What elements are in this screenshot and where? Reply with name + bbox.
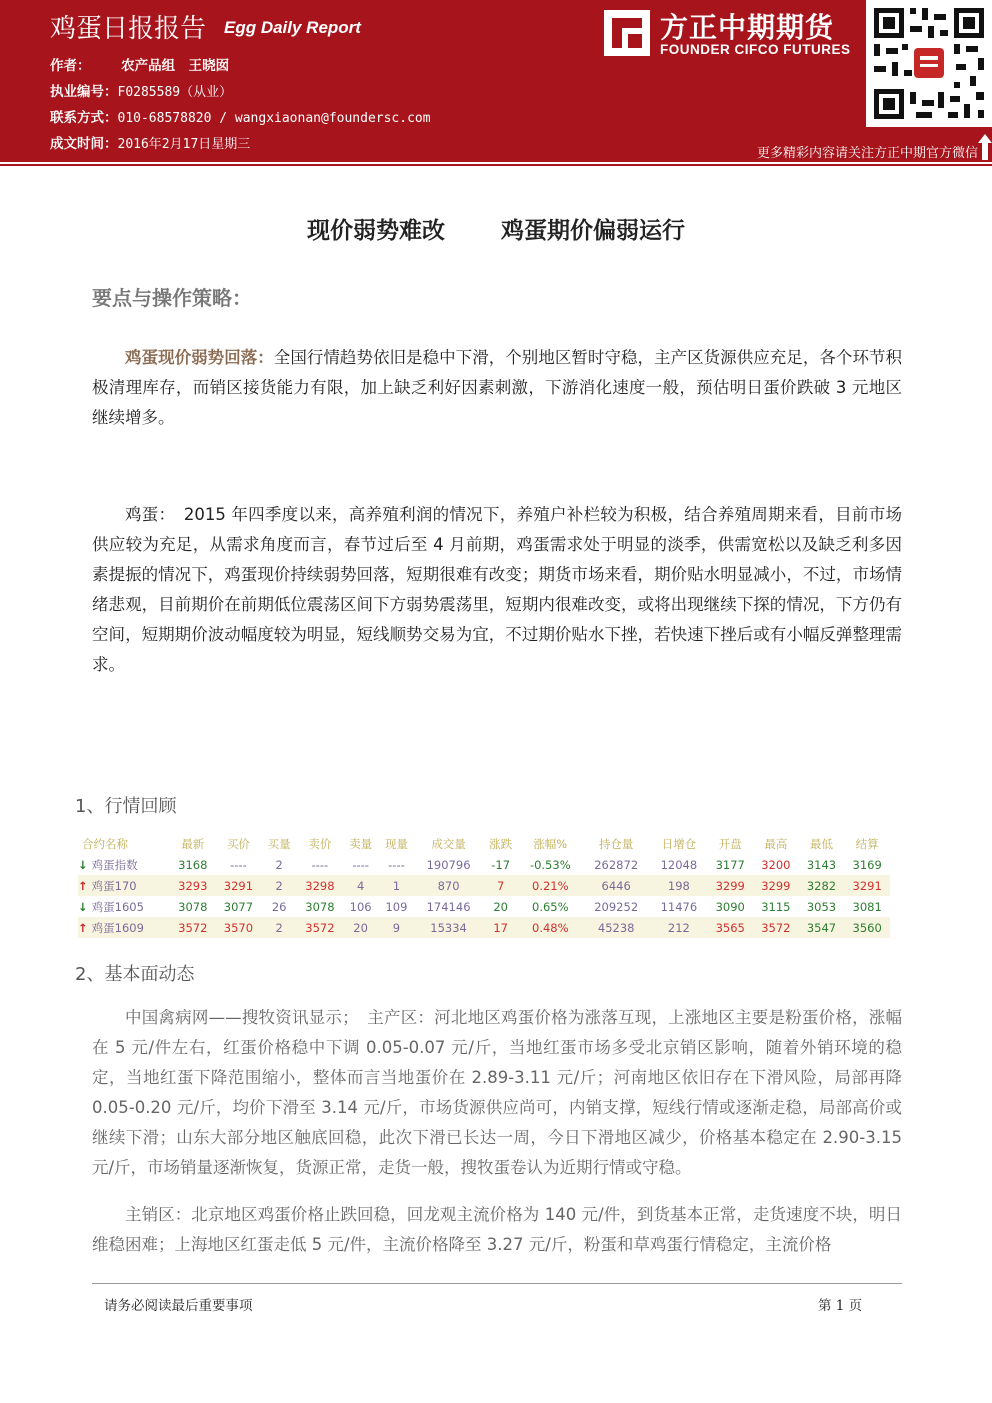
- table-row[interactable]: [78, 896, 890, 917]
- author-value: 农产品组 王晓囡: [121, 58, 230, 74]
- fundamentals-paragraph-2: 主销区：北京地区鸡蛋价格止跌回稳，回龙观主流价格为 140 元/件，到货基本正常，走货速度不块，明日维稳困难；上海地区红蛋走低 5 元/件，主流价格降至 3.27 元/斤，粉蛋和草鸡蛋行情稳定，主流价格: [92, 1205, 902, 1254]
- contract-name-cell: [78, 917, 170, 938]
- cell-oi-change: 198: [650, 875, 707, 896]
- cell-oi-change: 12048: [650, 854, 707, 875]
- license-label: 执业编号：: [50, 84, 118, 100]
- cell-low: 3053: [799, 896, 845, 917]
- cell-last: 3572: [170, 917, 216, 938]
- contract-name: 鸡蛋指数: [91, 857, 138, 872]
- cell-change: 7: [483, 875, 519, 896]
- date-value: 2016年2月17日星期三: [117, 137, 251, 152]
- cell-open-interest: 6446: [582, 875, 650, 896]
- cell-bid: ----: [216, 854, 262, 875]
- cell-high: 3115: [753, 896, 799, 917]
- cell-open-interest: 262872: [582, 854, 650, 875]
- license-row: [50, 80, 232, 100]
- cell-high: 3299: [753, 875, 799, 896]
- fundamentals-paragraph-1: 中国禽病网——搜牧资讯显示； 主产区：河北地区鸡蛋价格为涨落互现，上涨地区主要是粉蛋价格，涨幅在 5 元/件左右，红蛋价格稳中下调 0.05-0.07 元/斤，当地红蛋市场多受北京销区影响，随着外销环境的稳定，当地红蛋下降范围缩小，整体而言当地蛋价在 2.89-3.11 元/斤；河南地区依旧存在下滑风险，局部再降 0.05-0.20 元/斤，均价下滑至 3.14 元/斤，市场货源供应尚可，内销支撑，短线行情或逐渐走稳，局部高价或继续下滑；山东大部分地区触底回稳，此次下滑已长达一周，今日下滑地区减少，价格基本稳定在 2.90-3.15 元/斤，市场销量逐渐恢复，货源正常，走货一般，搜牧蛋卷认为近期行情或守稳。: [92, 1008, 902, 1177]
- logo-text-cn: 方正中期期货: [660, 11, 835, 44]
- author-label: 作者：: [50, 58, 91, 74]
- cell-bid: 3570: [216, 917, 262, 938]
- col-header: 最高: [753, 834, 799, 854]
- cell-bid-vol: 2: [261, 854, 297, 875]
- quote-table: [78, 834, 890, 938]
- contract-name-cell: [78, 854, 170, 875]
- header-divider: [0, 164, 992, 166]
- arrow-up-icon: [978, 134, 992, 160]
- cell-change: 20: [483, 896, 519, 917]
- cell-last: 3293: [170, 875, 216, 896]
- cell-high: 3200: [753, 854, 799, 875]
- table-row[interactable]: [78, 917, 890, 938]
- cell-open: 3299: [707, 875, 753, 896]
- footer-divider: [92, 1283, 902, 1284]
- cell-change: -17: [483, 854, 519, 875]
- col-header: 涨幅%: [519, 834, 582, 854]
- cell-settle: 3169: [844, 854, 890, 875]
- cell-settle: 3560: [844, 917, 890, 938]
- table-row[interactable]: [78, 854, 890, 875]
- col-header: 卖价: [297, 834, 343, 854]
- report-title-cn: 鸡蛋日报报告: [50, 14, 207, 44]
- cell-bid-vol: 26: [261, 896, 297, 917]
- page-title-part1: 现价弱势难改: [306, 218, 445, 244]
- cell-cur-vol: 9: [379, 917, 415, 938]
- cell-ask: ----: [297, 854, 343, 875]
- cell-cur-vol: ----: [379, 854, 415, 875]
- cell-change-pct: 0.65%: [519, 896, 582, 917]
- cell-low: 3143: [799, 854, 845, 875]
- cell-ask: 3078: [297, 896, 343, 917]
- strategy-highlight: 鸡蛋现价弱势回落：: [125, 348, 274, 367]
- col-header: 结算: [844, 834, 890, 854]
- page-title: [0, 212, 992, 245]
- company-logo: [604, 8, 854, 60]
- cell-bid-vol: 2: [261, 875, 297, 896]
- cell-ask-vol: 4: [343, 875, 379, 896]
- col-header: 日增仓: [650, 834, 707, 854]
- logo-text-en: FOUNDER CIFCO FUTURES: [660, 42, 851, 57]
- strategy-p1-text: 全国行情趋势依旧是稳中下滑，个别地区暂时守稳，主产区货源供应充足，各个环节积极清理库存，而销区接货能力有限，加上缺乏利好因素刺激，下游消化速度一般，预估明日蛋价跌破 3 元地区继续增多。: [92, 348, 903, 427]
- footer-notice: 请务必阅读最后重要事项: [104, 1298, 253, 1314]
- qr-code-icon[interactable]: [866, 0, 992, 127]
- arrow-down-icon: ↓: [78, 899, 88, 914]
- col-header: 成交量: [414, 834, 482, 854]
- col-header: 最新: [170, 834, 216, 854]
- quote-table-header: [78, 834, 890, 854]
- contract-name: 鸡蛋1605: [91, 899, 144, 914]
- cell-last: 3168: [170, 854, 216, 875]
- contact-value: 010-68578820 / wangxiaonan@foundersc.com: [117, 111, 431, 126]
- cell-low: 3547: [799, 917, 845, 938]
- date-row: [50, 132, 250, 152]
- cell-volume: 15334: [414, 917, 482, 938]
- cell-open-interest: 45238: [582, 917, 650, 938]
- arrow-up-icon: ↑: [78, 878, 88, 893]
- page-title-part2: 鸡蛋期价偏弱运行: [501, 218, 685, 244]
- cell-open: 3565: [707, 917, 753, 938]
- cell-cur-vol: 109: [379, 896, 415, 917]
- cell-change-pct: -0.53%: [519, 854, 582, 875]
- table-row[interactable]: [78, 875, 890, 896]
- cell-ask-vol: ----: [343, 854, 379, 875]
- cell-open: 3177: [707, 854, 753, 875]
- cell-open: 3090: [707, 896, 753, 917]
- cell-oi-change: 212: [650, 917, 707, 938]
- cell-last: 3078: [170, 896, 216, 917]
- col-header: 开盘: [707, 834, 753, 854]
- contract-name-cell: [78, 875, 170, 896]
- cell-high: 3572: [753, 917, 799, 938]
- cell-oi-change: 11476: [650, 896, 707, 917]
- col-header: 持仓量: [582, 834, 650, 854]
- license-value: F0285589（从业）: [117, 85, 233, 100]
- cell-cur-vol: 1: [379, 875, 415, 896]
- col-header: 卖量: [343, 834, 379, 854]
- founder-logo-icon: [604, 10, 650, 56]
- cell-change-pct: 0.21%: [519, 875, 582, 896]
- cell-bid: 3077: [216, 896, 262, 917]
- cell-volume: 174146: [414, 896, 482, 917]
- cell-low: 3282: [799, 875, 845, 896]
- col-header: 买价: [216, 834, 262, 854]
- cell-settle: 3291: [844, 875, 890, 896]
- date-label: 成文时间：: [50, 136, 118, 152]
- col-header: 最低: [799, 834, 845, 854]
- author-row: [50, 54, 229, 74]
- cell-ask-vol: 106: [343, 896, 379, 917]
- cell-volume: 870: [414, 875, 482, 896]
- col-header: 买量: [261, 834, 297, 854]
- arrow-up-icon: ↑: [78, 920, 88, 935]
- wechat-follow-note: 更多精彩内容请关注方正中期官方微信: [756, 146, 978, 161]
- contact-row: [50, 106, 431, 126]
- cell-open-interest: 209252: [582, 896, 650, 917]
- col-header: 涨跌: [483, 834, 519, 854]
- contract-name: 鸡蛋1609: [91, 920, 144, 935]
- col-header: 现量: [379, 834, 415, 854]
- page-number: 第 1 页: [818, 1298, 863, 1314]
- report-title-en: Egg Daily Report: [224, 18, 361, 37]
- cell-volume: 190796: [414, 854, 482, 875]
- cell-change: 17: [483, 917, 519, 938]
- strategy-paragraph-2: 鸡蛋： 2015 年四季度以来，高养殖利润的情况下，养殖户补栏较为积极，结合养殖周期来看，目前市场供应较为充足，从需求角度而言，春节过后至 4 月前期，鸡蛋需求处于明显的淡季，供需宽松以及缺乏利多因素提振的情况下，鸡蛋现价持续弱势回落，短期很难有改变；期货市场来看，期价贴水明显减小，不过，市场情绪悲观，目前期价在前期低位震荡区间下方弱势震荡里，短期内很难改变，或将出现继续下探的情况，下方仍有空间，短期期价波动幅度较为明显，短线顺势交易为宜，不过期价贴水下挫，若快速下挫后或有小幅反弹整理需求。: [92, 505, 902, 674]
- contract-name: 鸡蛋170: [91, 878, 137, 893]
- section-fundamentals-heading: 2、基本面动态: [75, 964, 195, 985]
- report-header: [0, 0, 992, 162]
- cell-settle: 3081: [844, 896, 890, 917]
- col-header: 合约名称: [78, 834, 170, 854]
- cell-ask-vol: 20: [343, 917, 379, 938]
- cell-bid: 3291: [216, 875, 262, 896]
- cell-ask: 3572: [297, 917, 343, 938]
- strategy-heading: 要点与操作策略：: [92, 286, 252, 310]
- cell-change-pct: 0.48%: [519, 917, 582, 938]
- contact-label: 联系方式：: [50, 110, 118, 126]
- arrow-down-icon: ↓: [78, 857, 88, 872]
- cell-bid-vol: 2: [261, 917, 297, 938]
- section-market-review-heading: 1、行情回顾: [75, 796, 177, 817]
- cell-ask: 3298: [297, 875, 343, 896]
- strategy-paragraph-1: [92, 343, 902, 433]
- contract-name-cell: [78, 896, 170, 917]
